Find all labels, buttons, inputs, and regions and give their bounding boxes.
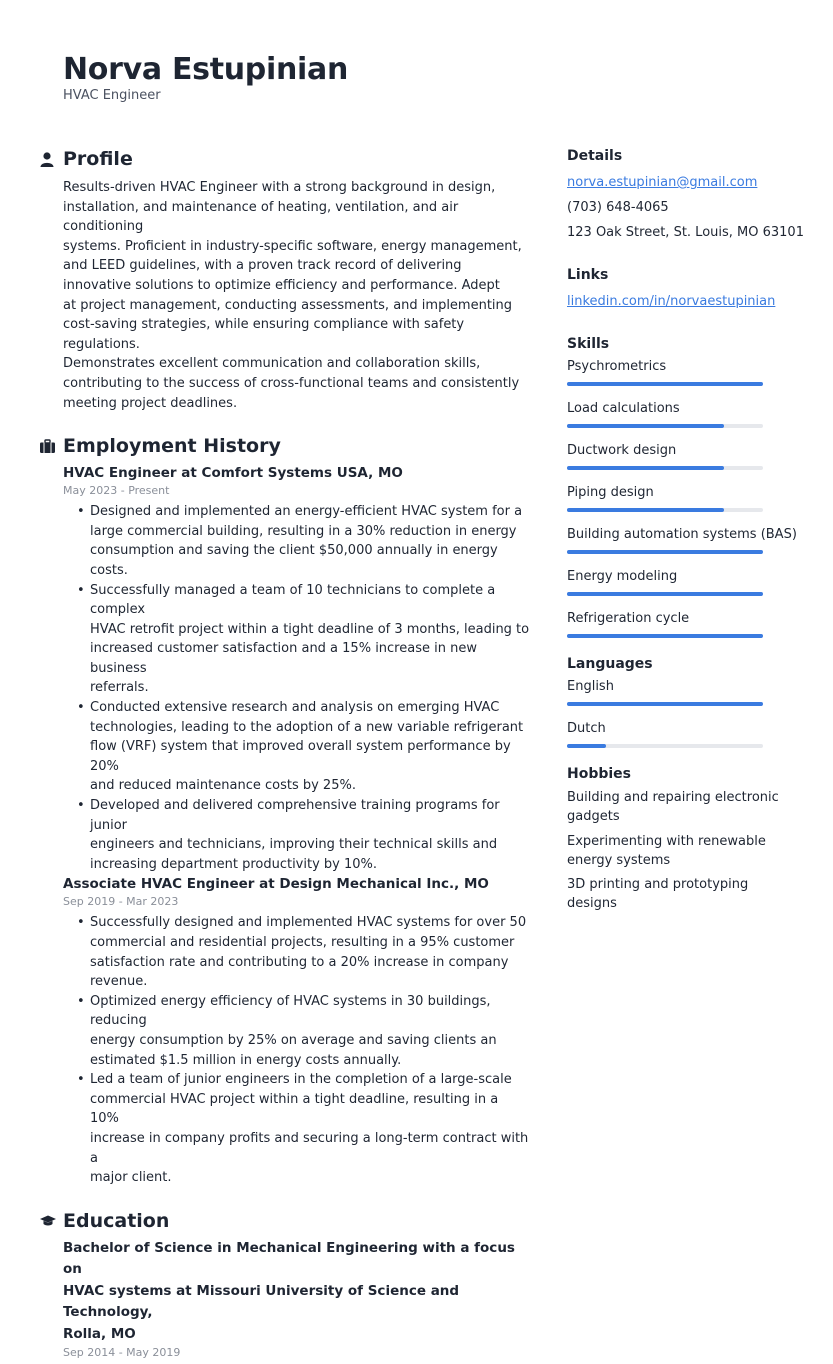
skill-item xyxy=(567,442,807,470)
job-bullet xyxy=(90,698,530,796)
education-degree-line: HVAC systems at Missouri University of Science and Technology, xyxy=(63,1282,460,1321)
bullet-line: large commercial building, resulting in a 30% reduction in energy xyxy=(90,523,517,539)
job-bullet xyxy=(90,796,530,874)
skill-level-bar xyxy=(567,550,763,554)
education-heading xyxy=(40,1210,530,1232)
language-level-bar xyxy=(567,702,763,706)
bullet-line: major client. xyxy=(90,1170,172,1186)
language-level-fill xyxy=(567,702,763,706)
job-title: Associate HVAC Engineer at Design Mechanical Inc., MO xyxy=(63,876,489,893)
skill-level-fill xyxy=(567,424,724,428)
education-degree-line: Rolla, MO xyxy=(63,1325,136,1342)
job-bullets xyxy=(90,913,530,1187)
bullet-line: referrals. xyxy=(90,680,149,696)
languages-heading: Languages xyxy=(567,656,653,672)
bullet-line: commercial and residential projects, resulting in a 95% customer xyxy=(90,935,515,950)
skills-heading: Skills xyxy=(567,336,610,352)
bullet-line: estimated $1.5 million in energy costs annually. xyxy=(90,1052,402,1068)
skill-item xyxy=(567,610,807,638)
job-bullet xyxy=(90,913,530,991)
employment-list xyxy=(40,463,530,1188)
language-item xyxy=(567,678,807,706)
bullet-line: • Optimized energy efficiency of HVAC systems in 30 buildings, reducing xyxy=(90,993,491,1029)
profile-line: installation, and maintenance of heating, ventilation, and air conditioning xyxy=(63,199,459,235)
email-link[interactable]: norva.estupinian@gmail.com xyxy=(567,175,758,190)
details-heading: Details xyxy=(567,148,623,164)
linkedin-link[interactable]: linkedin.com/in/norvaestupinian xyxy=(567,294,776,309)
skill-level-bar xyxy=(567,592,763,596)
bullet-line: increased customer satisfaction and a 15% increase in new business xyxy=(90,641,477,676)
hobby-line: energy systems xyxy=(567,852,671,868)
skill-level-fill xyxy=(567,508,724,512)
sidebar-column xyxy=(567,148,807,919)
profile-line: cost-saving strategies, while ensuring compliance with safety regulations. xyxy=(63,317,465,352)
skill-level-fill xyxy=(567,550,763,554)
employment-title: Employment History xyxy=(63,435,281,458)
skill-level-bar xyxy=(567,382,763,386)
job-entry xyxy=(40,874,530,1187)
education-title: Education xyxy=(63,1209,170,1232)
hobby-item xyxy=(567,832,807,871)
skill-level-bar xyxy=(567,508,763,512)
language-label: Dutch xyxy=(567,721,606,736)
skill-level-fill xyxy=(567,382,763,386)
bullet-line: commercial HVAC project within a tight deadline, resulting in a 10% xyxy=(90,1091,499,1127)
language-label: English xyxy=(567,679,614,694)
bullet-line: consumption and saving the client $50,000 annually in energy costs. xyxy=(90,543,498,578)
job-date: May 2023 - Present xyxy=(63,484,170,498)
skill-label: Energy modeling xyxy=(567,569,678,584)
skills-list xyxy=(567,358,807,638)
job-bullet xyxy=(90,502,530,580)
bullet-line: flow (VRF) system that improved overall system performance by 20% xyxy=(90,739,511,774)
bullet-line: satisfaction rate and contributing to a 20% increase in company xyxy=(90,954,509,970)
bullet-line: increasing department productivity by 10%. xyxy=(90,856,378,872)
education-degree-line: Bachelor of Science in Mechanical Engineering with a focus on xyxy=(63,1239,515,1278)
briefcase-icon xyxy=(40,436,63,456)
profile-line: Results-driven HVAC Engineer with a strong background in design, xyxy=(63,180,496,195)
skill-item xyxy=(567,400,807,428)
skill-level-fill xyxy=(567,592,763,596)
skill-item xyxy=(567,358,807,386)
skill-label: Ductwork design xyxy=(567,443,677,458)
address-text: 123 Oak Street, St. Louis, MO 63101 xyxy=(567,225,804,240)
job-entry xyxy=(40,463,530,874)
graduation-cap-icon xyxy=(40,1211,63,1231)
skill-label: Piping design xyxy=(567,485,654,500)
profile-line: at project management, conducting assessments, and implementing xyxy=(63,297,513,313)
person-icon xyxy=(40,149,63,169)
languages-list xyxy=(567,678,807,748)
skill-label: Psychrometrics xyxy=(567,359,667,374)
bullet-line: • Successfully managed a team of 10 technicians to complete a complex xyxy=(90,582,496,618)
job-bullets xyxy=(90,502,530,874)
skill-item xyxy=(567,484,807,512)
profile-summary xyxy=(63,178,530,413)
profile-title: Profile xyxy=(63,148,133,170)
job-title: HVAC Engineer at Comfort Systems USA, MO xyxy=(63,465,403,482)
links-list xyxy=(567,289,807,314)
employment-heading xyxy=(40,435,530,457)
profile-line: innovative solutions to optimize efficiency and performance. Adept xyxy=(63,277,500,293)
bullet-line: revenue. xyxy=(90,974,148,990)
hobbies-heading: Hobbies xyxy=(567,766,632,782)
skill-level-fill xyxy=(567,466,724,470)
hobby-line: gadgets xyxy=(567,809,620,825)
job-date: Sep 2019 - Mar 2023 xyxy=(63,895,179,909)
profile-heading xyxy=(40,148,530,170)
profile-line: and LEED guidelines, with a proven track record of delivering xyxy=(63,258,462,274)
bullet-line: • Conducted extensive research and analysis on emerging HVAC xyxy=(90,700,500,716)
language-level-fill xyxy=(567,744,606,748)
profile-line: systems. Proficient in industry-specific software, energy management, xyxy=(63,238,522,254)
bullet-line: technologies, leading to the adoption of a new variable refrigerant xyxy=(90,719,524,735)
hobby-line: 3D printing and prototyping xyxy=(567,877,749,893)
skill-item xyxy=(567,526,807,554)
bullet-line: increase in company profits and securing a long-term contract with a xyxy=(90,1130,529,1166)
skill-level-bar xyxy=(567,634,763,638)
hobby-line: Experimenting with renewable xyxy=(567,833,766,849)
bullet-line: and reduced maintenance costs by 25%. xyxy=(90,778,356,794)
hobby-item xyxy=(567,875,807,914)
language-level-bar xyxy=(567,744,763,748)
hobby-line: designs xyxy=(567,896,617,912)
job-bullet xyxy=(90,1070,530,1188)
skill-label: Building automation systems (BAS) xyxy=(567,527,797,542)
profile-line: meeting project deadlines. xyxy=(63,395,238,411)
bullet-line: engineers and technicians, improving their technical skills and xyxy=(90,837,498,853)
bullet-line: • Developed and delivered comprehensive training programs for junior xyxy=(90,798,500,833)
skill-level-bar xyxy=(567,466,763,470)
profile-line: contributing to the success of cross-functional teams and consistently xyxy=(63,375,520,391)
hobby-line: Building and repairing electronic xyxy=(567,790,779,805)
resume-name: Norva Estupinian xyxy=(63,52,349,87)
hobbies-list xyxy=(567,788,807,914)
job-bullet xyxy=(90,581,530,699)
bullet-line: • Designed and implemented an energy-efficient HVAC system for a xyxy=(90,504,523,520)
phone-text: (703) 648-4065 xyxy=(567,200,669,215)
bullet-line: HVAC retrofit project within a tight deadline of 3 months, leading to xyxy=(90,621,530,637)
bullet-line: • Successfully designed and implemented HVAC systems for over 50 xyxy=(90,915,527,931)
profile-line: Demonstrates excellent communication and collaboration skills, xyxy=(63,356,481,372)
job-bullet xyxy=(90,992,530,1070)
skill-label: Refrigeration cycle xyxy=(567,611,690,626)
hobby-item xyxy=(567,788,807,827)
skill-level-bar xyxy=(567,424,763,428)
education-date: Sep 2014 - May 2019 xyxy=(63,1346,181,1360)
skill-item xyxy=(567,568,807,596)
main-column xyxy=(40,148,530,1364)
links-heading: Links xyxy=(567,267,609,283)
resume-job-title: HVAC Engineer xyxy=(63,88,161,103)
bullet-line: • Led a team of junior engineers in the completion of a large-scale xyxy=(90,1072,512,1088)
education-degree xyxy=(63,1238,530,1346)
bullet-line: energy consumption by 25% on average and saving clients an xyxy=(90,1032,497,1048)
skill-label: Load calculations xyxy=(567,401,680,416)
skill-level-fill xyxy=(567,634,763,638)
language-item xyxy=(567,720,807,748)
